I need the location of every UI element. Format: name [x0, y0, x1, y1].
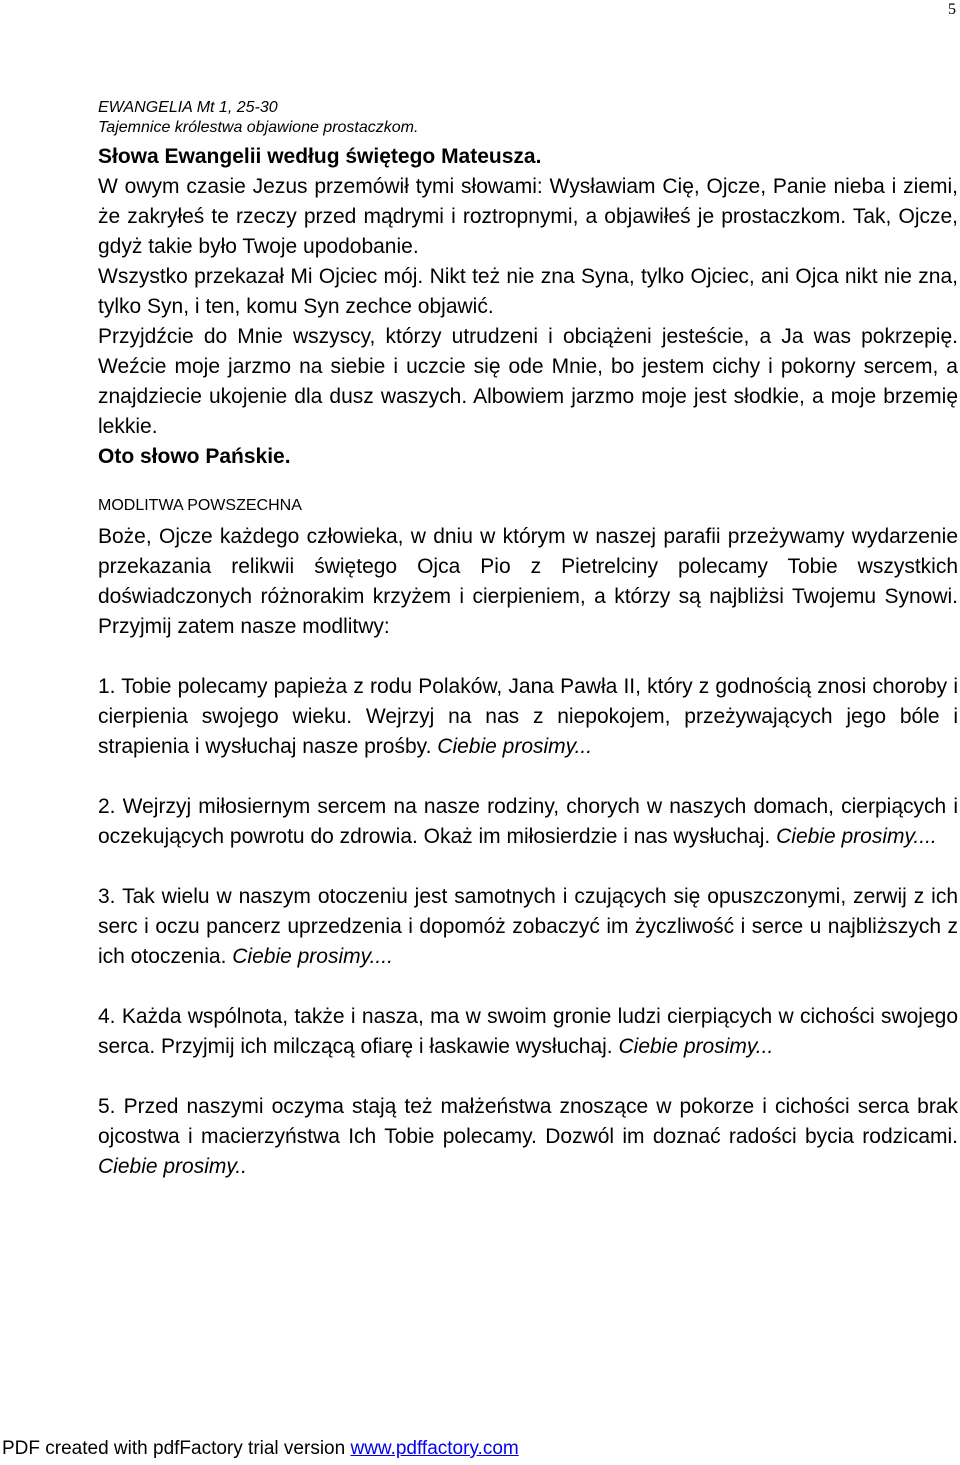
intention-text: 4. Każda wspólnota, także i nasza, ma w swoim gronie ludzi cierpiących w cichości swojego serca. Przyjmij ich milczącą ofiarę i łaskawie wysłuchaj.: [98, 1005, 958, 1058]
footer-link[interactable]: www.pdffactory.com: [350, 1438, 519, 1459]
intention-response: Ciebie prosimy...: [437, 735, 593, 758]
gospel-subtitle: Tajemnice królestwa objawione prostaczkom.: [98, 119, 419, 136]
prayer-section: [98, 496, 958, 1182]
prayer-intention: [98, 1092, 958, 1182]
gospel-body: [98, 142, 958, 472]
intention-text: 3. Tak wielu w naszym otoczeniu jest samotnych i czujących się opuszczonymi, zerwij z ich serc i oczu pancerz uprzedzenia i dopomóż zobaczyć im życzliwość i serce u najbliższych z ich otoczenia.: [98, 885, 958, 968]
prayer-intro: Boże, Ojcze każdego człowieka, w dniu w którym w naszej parafii przeżywamy wydarzenie przekazania relikwii świętego Ojca Pio z Pietrelciny polecamy Tobie wszystkich doświadczonych różnorakim krzyżem i cierpieniem, a którzy są najbliżsi Twojemu Synowi. Przyjmij zatem nasze modlitwy:: [98, 525, 958, 638]
gospel-reference: EWANGELIA Mt 1, 25-30: [98, 99, 278, 116]
footer-text: PDF created with pdfFactory trial version: [2, 1438, 351, 1459]
gospel-text-3: Przyjdźcie do Mnie wszyscy, którzy utrudzeni i obciążeni jesteście, a Ja was pokrzepię. Weźcie moje jarzmo na siebie i uczcie się ode Mnie, bo jestem cichy i pokorny sercem, a znajdziecie ukojenie dla dusz waszych. Albowiem jarzmo moje jest słodkie, a moje brzemię lekkie.: [98, 325, 958, 438]
prayer-intention: [98, 1002, 958, 1062]
gospel-heading: Słowa Ewangelii według świętego Mateusza.: [98, 145, 542, 168]
gospel-text-2: Wszystko przekazał Mi Ojciec mój. Nikt też nie zna Syna, tylko Ojciec, ani Ojca nikt nie zna, tylko Syn, i ten, komu Syn zechce objawić.: [98, 265, 958, 318]
page-number: 5: [948, 1, 956, 18]
prayer-heading: MODLITWA POWSZECHNA: [98, 497, 302, 514]
intention-response: Ciebie prosimy....: [776, 825, 937, 848]
intention-response: Ciebie prosimy....: [232, 945, 393, 968]
intention-text: 5. Przed naszymi oczyma stają też małżeństwa znoszące w pokorze i cichości serca brak ojcostwa i macierzyństwa Ich Tobie polecamy. Dozwól im doznać radości bycia rodzicami.: [98, 1095, 958, 1148]
intention-response: Ciebie prosimy...: [618, 1035, 774, 1058]
pdf-footer: [2, 1437, 519, 1461]
gospel-closing: Oto słowo Pańskie.: [98, 445, 291, 468]
gospel-text-1: W owym czasie Jezus przemówił tymi słowami: Wysławiam Cię, Ojcze, Panie nieba i ziemi, że zakryłeś te rzeczy przed mądrymi i roztropnymi, a objawiłeś je prostaczkom. Tak, Ojcze, gdyż takie było Twoje upodobanie.: [98, 175, 958, 258]
gospel-header: [98, 98, 958, 138]
intention-text: 2. Wejrzyj miłosiernym sercem na nasze rodziny, chorych w naszych domach, cierpiących i oczekujących powrotu do zdrowia. Okaż im miłosierdzie i nas wysłuchaj.: [98, 795, 958, 848]
prayer-intention: [98, 882, 958, 972]
intention-text: 1. Tobie polecamy papieża z rodu Polaków, Jana Pawła II, który z godnością znosi choroby i cierpienia swojego wieku. Wejrzyj na nas z niepokojem, przeżywających jego bóle i strapienia i wysłuchaj nasze prośby.: [98, 675, 958, 758]
prayer-intention: [98, 672, 958, 762]
intention-response: Ciebie prosimy..: [98, 1155, 247, 1178]
prayer-intention: [98, 792, 958, 852]
